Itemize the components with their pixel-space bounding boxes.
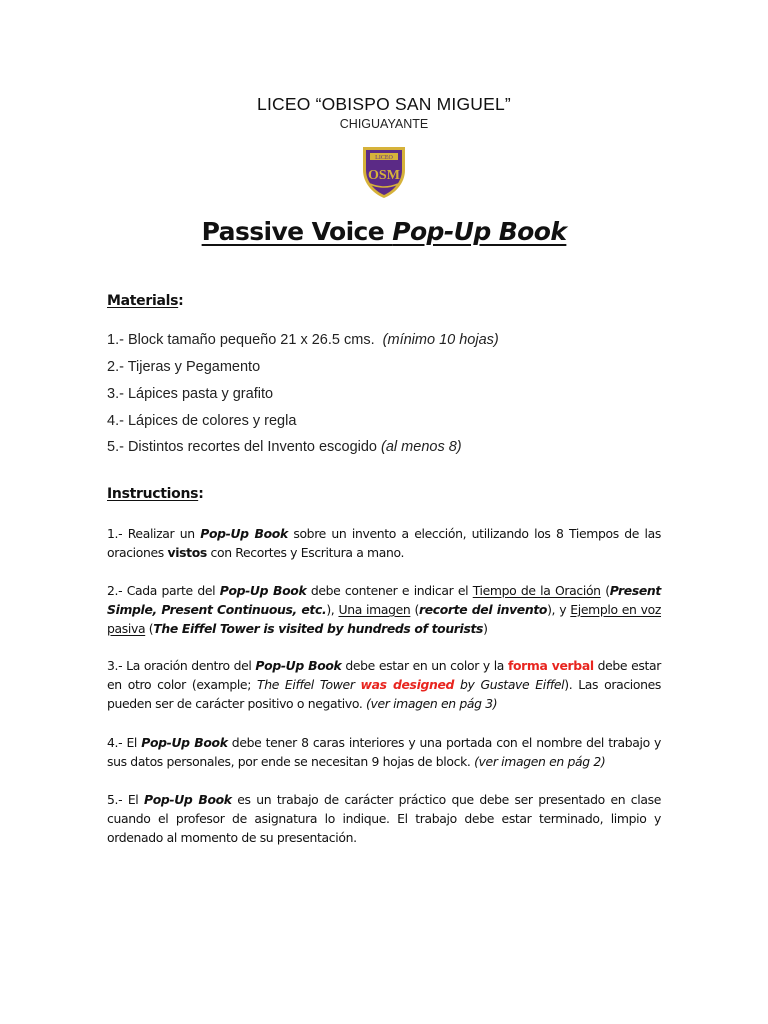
title-normal: Passive Voice (201, 217, 393, 246)
document-title (0, 217, 768, 246)
crest-text-main: OSM (368, 168, 400, 183)
instruction-paragraph-5: 5.- El Pop-Up Book es un trabajo de carácter práctico que debe ser presentado en clase cuando el profesor de asignatura lo indique. El trabajo debe estar terminado, limpio y ordenado al momento de su presentación. (107, 792, 661, 845)
instruction-paragraph-2: 2.- Cada parte del Pop-Up Book debe contener e indicar el Tiempo de la Oración (Present Simple, Present Continuous, etc.), Una imagen (recorte del invento), y Ejemplo en voz pasiva (The Eiffel Tower is visited by hundreds of tourists) (107, 583, 662, 636)
instructions-heading: Instructions: (107, 486, 204, 502)
material-item-5: 5.- Distintos recortes del Invento escogido (al menos 8) (107, 439, 462, 455)
materials-heading: Materials: (107, 293, 184, 309)
instruction-paragraph-4: 4.- El Pop-Up Book debe tener 8 caras interiores y una portada con el nombre del trabajo y sus datos personales, por ende se necesitan 9 hojas de block. (ver imagen en pág 2) (107, 735, 661, 769)
title-italic: Pop-Up Book (392, 217, 567, 246)
material-item-2: 2.- Tijeras y Pegamento (107, 359, 261, 375)
school-city: CHIGUAYANTE (339, 117, 429, 131)
school-crest-logo (360, 144, 408, 200)
crest-text-top: LICEO (375, 155, 393, 161)
material-item-4: 4.- Lápices de colores y regla (107, 413, 297, 429)
instruction-paragraph-1: 1.- Realizar un Pop-Up Book sobre un invento a elección, utilizando los 8 Tiempos de las oraciones vistos con Recortes y Escritura a mano. (107, 526, 661, 560)
material-item-1: 1.- Block tamaño pequeño 21 x 26.5 cms. (mínimo 10 hojas) (107, 332, 499, 348)
instruction-paragraph-3: 3.- La oración dentro del Pop-Up Book debe estar en un color y la forma verbal debe estar en otro color (example; The Eiffel Tower was designed by Gustave Eiffel). Las oraciones pueden ser de carácter positivo o negativo. (ver imagen en pág 3) (107, 658, 661, 711)
material-item-3: 3.- Lápices pasta y grafito (107, 386, 274, 402)
school-name: LICEO “OBISPO SAN MIGUEL” (257, 94, 511, 114)
